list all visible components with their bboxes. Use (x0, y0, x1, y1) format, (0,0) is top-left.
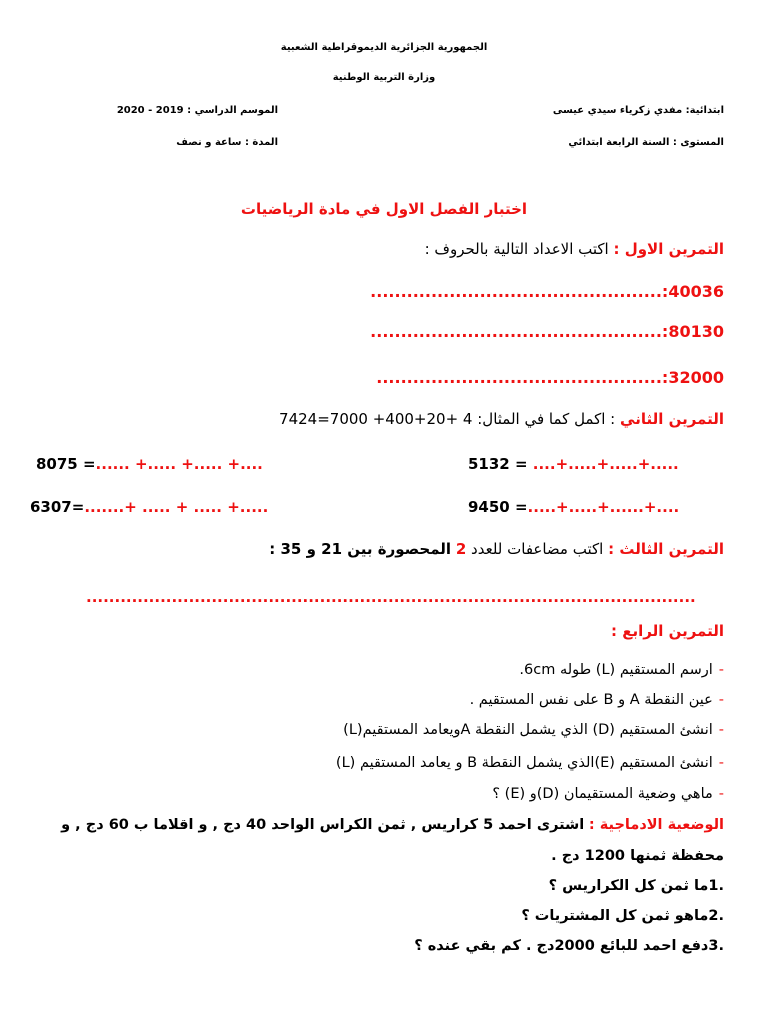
ex2-row1-left (36, 455, 263, 473)
ex1-label: التمرين الاول : (613, 240, 724, 258)
ex2-fill: .....+.....+......+.... (527, 498, 680, 516)
ex3-label: التمرين الثالث : (608, 540, 724, 558)
integrative-question (414, 938, 724, 954)
ex2-number: 5132 = (468, 455, 528, 473)
ex3-number: 2 (455, 540, 467, 558)
question-number: .3 (708, 938, 724, 954)
question-text: ما ثمن كل الكراريس ؟ (548, 878, 709, 894)
question-number: .1 (708, 878, 724, 894)
bullet-dash: - (718, 786, 724, 802)
ex1-item-dots: ...............................................: (376, 368, 669, 387)
integrative-question (549, 878, 724, 894)
ex4-item-text: عين النقطة A و B على نفس المستقيم . (469, 692, 713, 708)
ex2-number: 8075 = (36, 455, 96, 473)
bullet-dash: - (718, 692, 724, 708)
ex4-item-text: ارسم المستقيم (L) طوله 6cm. (519, 662, 713, 678)
integrative-question (521, 908, 724, 924)
ex2-fill: ...... +..... +..... +.... (95, 455, 263, 473)
bullet-dash: - (718, 722, 724, 738)
ex4-item-text: ماهي وضعية المستقيمان (D)و (E) ؟ (492, 786, 713, 802)
ex2-number: 6307= (30, 498, 85, 516)
integrative-label: الوضعية الادماجية : (588, 817, 724, 833)
ex3-line (269, 540, 724, 558)
ex2-instruction: : اكمل كما في المثال: (477, 410, 616, 428)
ex3-instruction: اكتب مضاعفات للعدد (471, 540, 604, 558)
ex1-item-number: 40036 (668, 282, 724, 301)
ex4-line (611, 622, 724, 640)
header-ministry: وزارة التربية الوطنية (332, 72, 436, 83)
ex4-label: التمرين الرابع : (611, 622, 724, 640)
ex2-example: 7424=7000 +400+20+ 4 (279, 410, 473, 428)
ex4-item (336, 755, 724, 771)
integrative-line2: محفظة ثمنها 1200 دج . (551, 848, 724, 864)
ex4-item (492, 786, 724, 802)
ex1-item-3 (376, 368, 724, 387)
ex4-item-text: انشئ المستقيم (D) الذي يشمل النقطة Aويعامد المستقيم(L) (343, 722, 713, 738)
header-level: المستوى : السنة الرابعة ابتدائي (568, 137, 724, 148)
bullet-dash: - (718, 755, 724, 771)
ex2-line (279, 410, 724, 428)
ex4-item (470, 692, 724, 708)
ex1-item-dots: ................................................: (370, 282, 669, 301)
question-text: دفع احمد للبائع 2000دج . كم بقي عنده ؟ (414, 938, 709, 954)
ex1-item-dots: ................................................: (370, 322, 669, 341)
header-season: الموسم الدراسي : 2019 - 2020 (116, 105, 278, 116)
ex1-item-number: 80130 (668, 322, 724, 341)
ex1-item-1 (370, 282, 724, 301)
ex2-fill: .......+ ..... + ..... +..... (84, 498, 269, 516)
ex3-rest: المحصورة بين 21 و 35 : (269, 540, 452, 558)
ex4-item (519, 662, 724, 678)
bullet-dash: - (718, 662, 724, 678)
ex2-fill: ....+.....+.....+..... (532, 455, 679, 473)
question-number: .2 (708, 908, 724, 924)
header-republic: الجمهورية الجزائرية الديموقراطية الشعبية (280, 42, 488, 53)
ex1-instruction: اكتب الاعداد التالية بالحروف : (424, 240, 609, 258)
ex4-item (343, 722, 724, 738)
ex2-row2-right (468, 498, 679, 516)
ex2-row1-right (468, 455, 679, 473)
header-school: ابتدائية: مفدي زكرياء سيدي عيسى (552, 105, 724, 116)
exam-title: اختبار الفصل الاول في مادة الرياضيات (240, 200, 528, 218)
integrative-text: اشترى احمد 5 كراريس , ثمن الكراس الواحد 40 دج , و اقلاما ب 60 دج , و (61, 817, 585, 833)
header-duration: المدة : ساعة و نصف (176, 137, 278, 148)
ex3-answer-dots: ........................................................................................................... (86, 588, 696, 606)
ex2-label: التمرين الثاني (620, 410, 724, 428)
integrative-line1 (0, 817, 724, 833)
ex4-item-text: انشئ المستقيم (E)الذي يشمل النقطة B و يعامد المستقيم (L) (335, 755, 713, 771)
question-text: ماهو ثمن كل المشتريات ؟ (521, 908, 709, 924)
ex1-line (425, 240, 724, 258)
ex1-item-number: 32000 (668, 368, 724, 387)
ex2-row2-left (30, 498, 268, 516)
ex2-number: 9450 = (468, 498, 528, 516)
ex1-item-2 (370, 322, 724, 341)
